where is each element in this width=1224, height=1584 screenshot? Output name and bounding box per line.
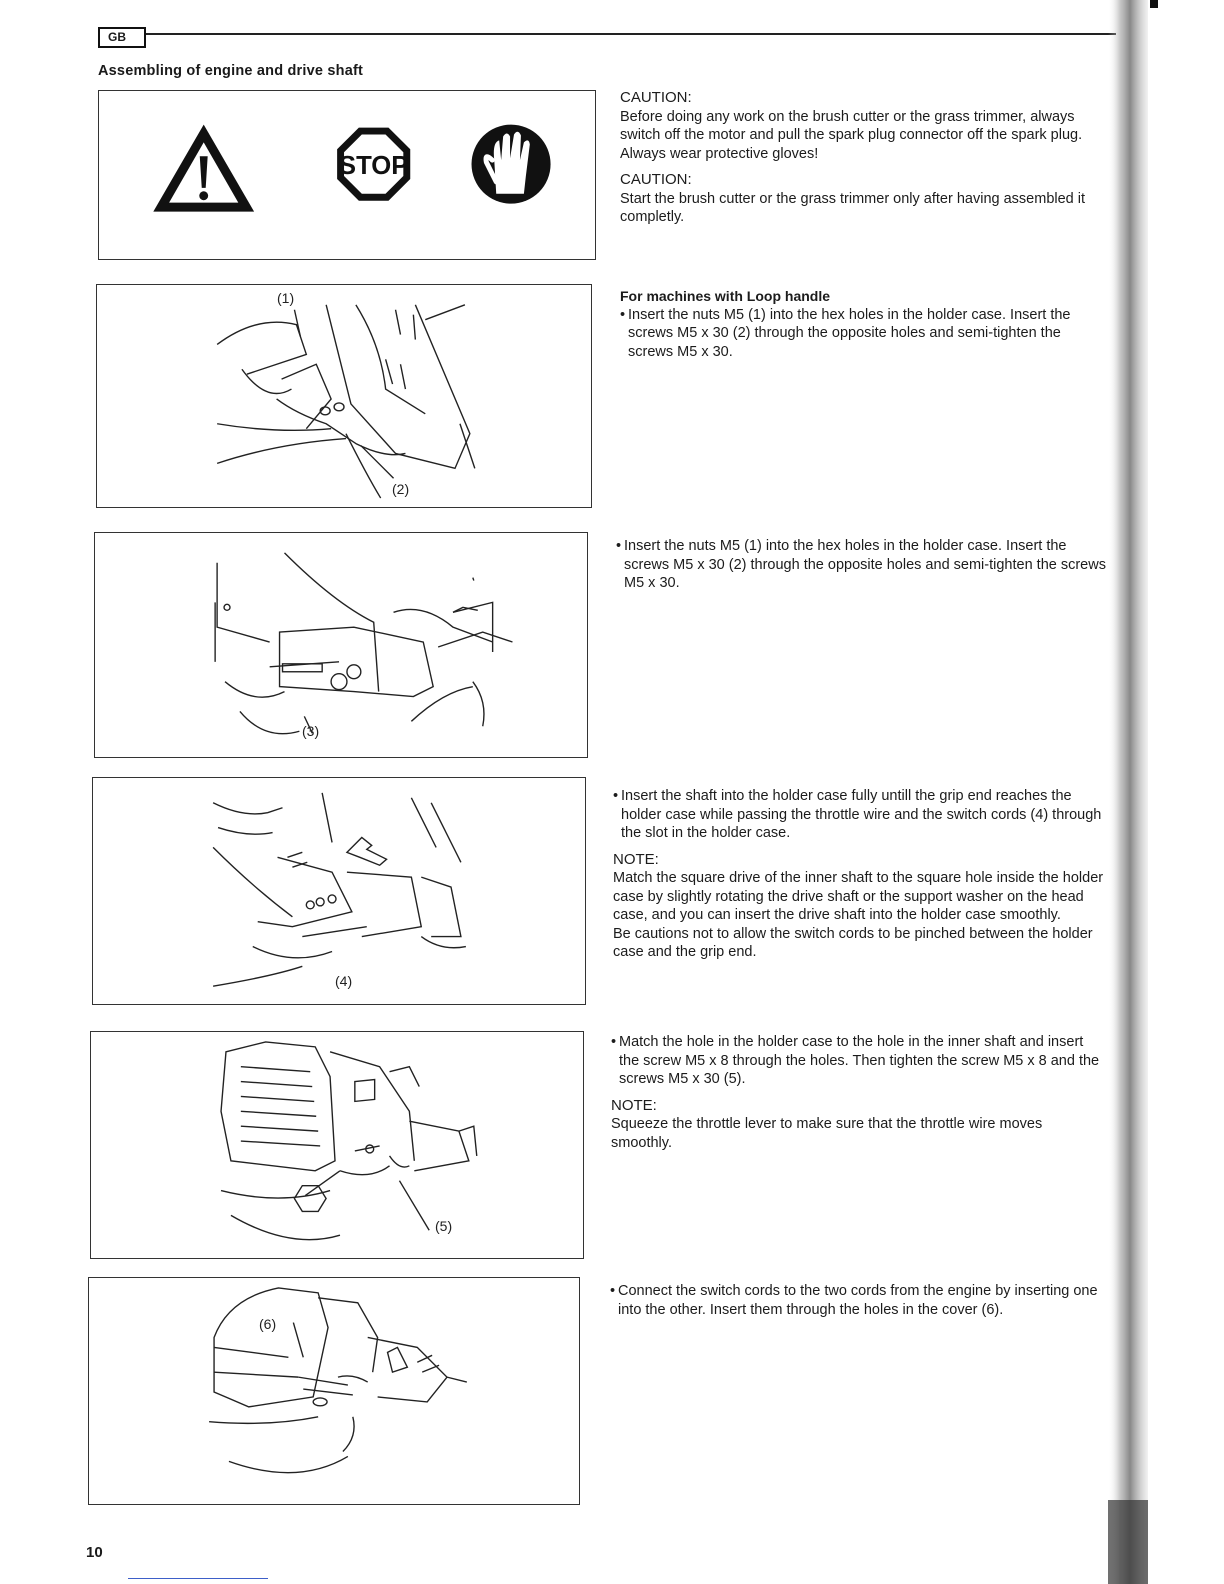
caution-block (620, 89, 1106, 227)
callout-5: (5) (435, 1218, 453, 1234)
stop-sign-text: STOP (338, 152, 409, 181)
warning-triangle-icon (153, 125, 254, 212)
figure-3-insert-shaft (92, 777, 586, 1005)
callout-6: (6) (259, 1316, 277, 1332)
section-title: Assembling of engine and drive shaft (98, 63, 364, 79)
step-3-note-label: NOTE: (613, 850, 659, 868)
step-2-block (616, 537, 1106, 593)
stop-sign-icon (337, 128, 410, 201)
loop-handle-heading: For machines with Loop handle (620, 288, 831, 304)
caution-label-1: CAUTION: (620, 89, 692, 106)
step-3-text: Insert the shaft into the holder case fully untill the grip end reaches the holder case while passing the throttle wire and the switch cords (4) through the slot in the holder case. (621, 788, 1102, 841)
figure-4-drawing (91, 1032, 583, 1258)
step-4-block (611, 1033, 1105, 1152)
scan-corner-mark (1150, 0, 1158, 8)
figure-2-holder-case (94, 532, 588, 758)
header-rule (146, 33, 1116, 35)
callout-3: (3) (302, 723, 320, 739)
step-5-text: Connect the switch cords to the two cords from the engine by inserting one into the other. Insert them through the holes in the cover (6). (618, 1283, 1098, 1318)
step-3: • Insert the shaft into the holder case fully untill the grip end reaches the holder case while passing the throttle wire and the switch cords (4) through the slot in the holder case. (613, 787, 1105, 843)
figure-1-drawing (97, 285, 591, 507)
step-4: • Match the hole in the holder case to the hole in the inner shaft and insert the screw M5 x 8 through the holes. Then tighten the screw M5 x 8 and the screws M5 x 30 (5). (611, 1033, 1105, 1089)
caution-label-2: CAUTION: (620, 171, 692, 188)
step-3-block (613, 787, 1105, 962)
page-number: 10 (86, 1544, 103, 1561)
figure-4-tighten-screws (90, 1031, 584, 1259)
figure-1-nuts (96, 284, 592, 508)
bottom-rule (128, 1578, 268, 1579)
scan-edge-shadow (1108, 0, 1148, 1584)
step-2-text: Insert the nuts M5 (1) into the hex holes in the holder case. Insert the screws M5 x 30 (2) through the opposite holes and semi-tighten the screws M5 x 30. (624, 538, 1106, 591)
caution-text-1: Before doing any work on the brush cutter or the grass trimmer, always switch off the motor and pull the spark plug connector off the spark plug. Always wear protective gloves! (620, 108, 1083, 162)
caution-text-2: Start the brush cutter or the grass trimmer only after having assembled it completly. (620, 190, 1086, 225)
step-1: • Insert the nuts M5 (1) into the hex holes in the holder case. Insert the screws M5 x 30 (2) through the opposite holes and semi-tighten the screws M5 x 30. (620, 306, 1106, 362)
step-3-note-text: Match the square drive of the inner shaft to the square hole inside the holder case by slightly rotating the drive shaft or the support washer on the head case, and you can insert the drive shaft into the holder case smoothly. (613, 870, 1104, 923)
safety-icons-figure (98, 90, 596, 260)
callout-1: (1) (277, 290, 295, 306)
step-5-block (610, 1282, 1104, 1319)
step-1-text: Insert the nuts M5 (1) into the hex holes in the holder case. Insert the screws M5 x 30 (2) through the opposite holes and semi-tighten the screws M5 x 30. (628, 306, 1071, 360)
protective-gloves-icon (472, 125, 551, 204)
step-4-note-label: NOTE: (611, 1096, 657, 1114)
callout-4: (4) (335, 973, 353, 989)
figure-2-drawing (95, 533, 587, 757)
step-3-note-text-2: Be cautions not to allow the switch cords to be pinched between the holder case and the grip end. (613, 925, 1093, 960)
figure-5-drawing (89, 1278, 579, 1504)
step-4-note-text: Squeeze the throttle lever to make sure that the throttle wire moves smoothly. (611, 1116, 1043, 1151)
callout-2: (2) (392, 481, 410, 497)
step-5: • Connect the switch cords to the two cords from the engine by inserting one into the other. Insert them through the holes in the cover (6). (610, 1282, 1104, 1319)
figure-3-drawing (93, 778, 585, 1004)
step-4-text: Match the hole in the holder case to the hole in the inner shaft and insert the screw M5 x 8 through the holes. Then tighten the screw M5 x 8 and the screws M5 x 30 (5). (619, 1034, 1100, 1087)
figure-5-switch-cords (88, 1277, 580, 1505)
loop-handle-block (620, 287, 1106, 361)
language-tag: GB (98, 27, 146, 48)
safety-icons-drawing (99, 91, 595, 259)
step-2: • Insert the nuts M5 (1) into the hex holes in the holder case. Insert the screws M5 x 30 (2) through the opposite holes and semi-tighten the screws M5 x 30. (616, 538, 1106, 591)
